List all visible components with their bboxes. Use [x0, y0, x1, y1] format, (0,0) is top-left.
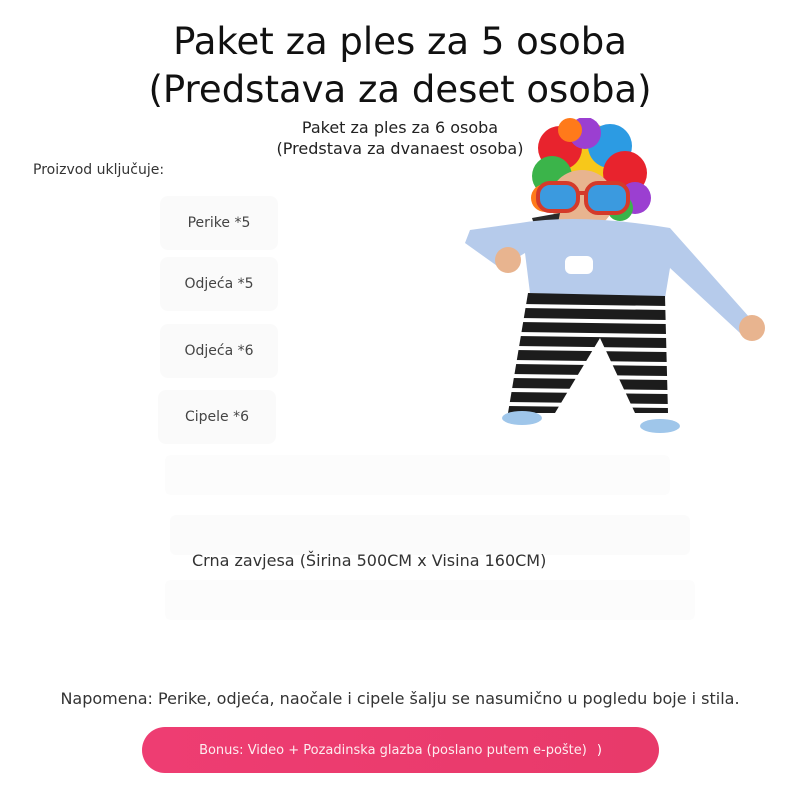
striped-pants-icon [508, 293, 668, 413]
title-line-2: (Predstava za deset osoba) [148, 68, 652, 111]
costume-photo [460, 118, 780, 438]
page-title [0, 18, 800, 114]
includes-label: Proizvod uključuje: [33, 162, 165, 178]
title-line-1: Paket za ples za 5 osoba [173, 20, 627, 63]
item-clothes-6 [160, 324, 278, 378]
subtitle-line-2: (Predstava za dvanaest osoba) [276, 139, 524, 158]
chevron-right-icon: ) [596, 742, 602, 758]
curtain-section [165, 455, 695, 625]
subtitle-line-1: Paket za ples za 6 osoba [301, 118, 499, 137]
kitty-print-icon [565, 256, 593, 274]
item-label: Perike *5 [187, 215, 251, 231]
item-label: Odjeća *6 [184, 343, 254, 359]
item-shoes [158, 390, 276, 444]
note-text: Napomena: Perike, odjeća, naočale i cipele šalju se nasumično u pogledu boje i stila. [60, 689, 740, 708]
item-clothes-5 [160, 257, 278, 311]
bonus-button[interactable] [142, 727, 659, 773]
curtain-label: Crna zavjesa (Širina 500CM x Visina 160CM) [192, 551, 547, 570]
item-label: Cipele *6 [184, 409, 250, 425]
item-wigs [160, 196, 278, 250]
bonus-label: Bonus: Video + Pozadinska glazba (poslano putem e-pošte) [199, 742, 587, 758]
item-label: Odjeća *5 [184, 276, 254, 292]
